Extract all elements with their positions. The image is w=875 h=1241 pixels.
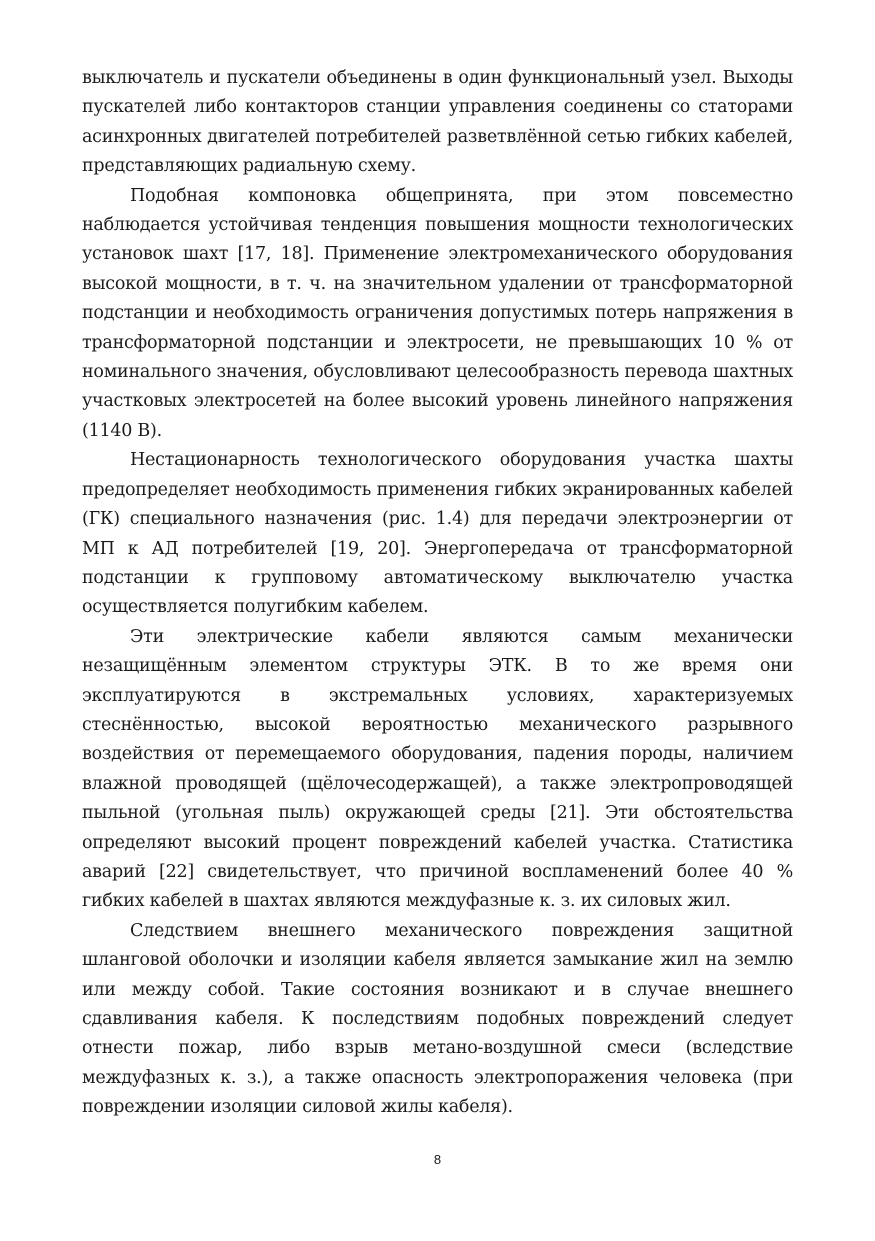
paragraph-cable-hazards: Эти электрические кабели являются самым механически незащищённым элементом структуры ЭТК. В то же время они эксплуатируются в экстремальных условиях, характеризуемых стеснённостью, высокой вероятностью механического разрывного воздействия от перемещаемого оборудования, падения породы, наличием влажной проводящей (щёлочесодержащей), а также электропроводящей пыльной (угольная пыль) окружающей среды [21]. Эти обстоятельства определяют высокий процент повреждений кабелей участка. Статистика аварий [22] свидетельствует, что причиной воспламенений более 40 % гибких кабелей в шахтах являются междуфазные к. з. их силовых жил. xyxy=(82,626,793,912)
paragraph-continuation: выключатель и пускатели объединены в один функциональный узел. Выходы пускателей либо контакторов станции управления соединены со статорами асинхронных двигателей потребителей разветвлённой сетью гибких кабелей, представляющих радиальную схему. xyxy=(82,68,793,177)
paragraph-layout-trend: Подобная компоновка общепринята, при этом повсеместно наблюдается устойчивая тенденция повышения мощности технологических установок шахт [17, 18]. Применение электромеханического оборудования высокой мощности, в т. ч. на значительном удалении от трансформаторной подстанции и необходимость ограничения допустимых потерь напряжения в трансформаторной подстанции и электросети, не превышающих 10 % от номинального значения, обусловливают целесообразность перевода шахтных участковых электросетей на более высокий уровень линейного напряжения (1140 В). xyxy=(82,185,793,441)
paragraph-damage-consequences: Следствием внешнего механического повреждения защитной шланговой оболочки и изоляции кабеля является замыкание жил на землю или между собой. Такие состояния возникают и в случае внешнего сдавливания кабеля. К последствиям подобных повреждений следует отнести пожар, либо взрыв метано-воздушной смеси (вследствие междуфазных к. з.), а также опасность электропоражения человека (при повреждении изоляции силовой жилы кабеля). xyxy=(82,920,793,1118)
page-number: 8 xyxy=(433,1152,442,1167)
document-page xyxy=(82,64,793,1123)
paragraph-flexible-cables: Нестационарность технологического оборудования участка шахты предопределяет необходимость применения гибких экранированных кабелей (ГК) специального назначения (рис. 1.4) для передачи электроэнергии от МП к АД потребителей [19, 20]. Энергопередача от трансформаторной подстанции к групповому автоматическому выключателю участка осуществляется полугибким кабелем. xyxy=(82,450,793,618)
